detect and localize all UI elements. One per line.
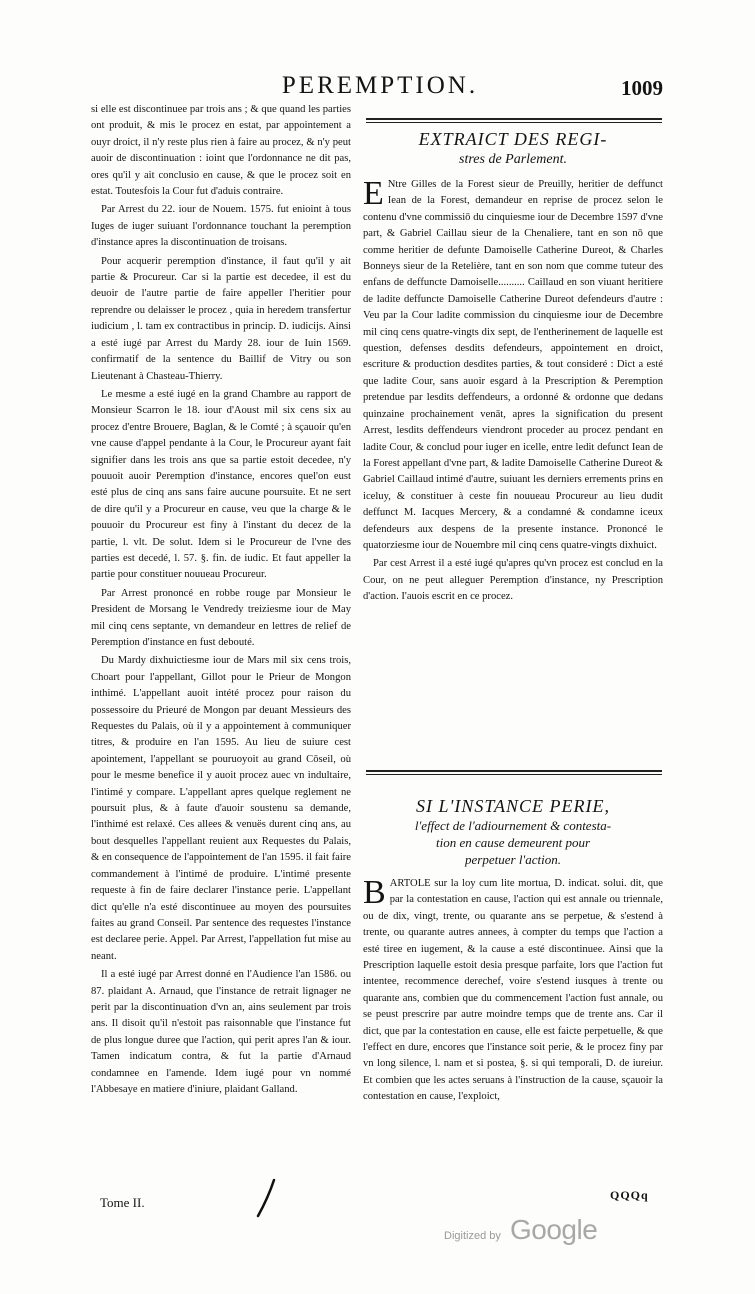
drop-cap: E: [363, 175, 384, 212]
right-column-top: [363, 128, 663, 778]
google-logo: Google: [510, 1214, 598, 1245]
ink-mark: [252, 1178, 282, 1218]
left-paragraph: Pour acquerir peremption d'instance, il faut qu'il y ait partie & Procureur. Car si la partie est decedee, il est du deuoir de l'autre partie de faire appeller l'heritier pour reprendre ou delaisser le procez , quia in heredem transfertur iudicium , l. tam ex contractibus in princip. D. iudicijs. Ainsi a esté iugé par Arrest du Mardy 28. iour de Iuin 1569. confirmatif de la sentence du Baillif de Vitry ou son Lieutenant à Chasteau-Thierry.: [91, 255, 351, 382]
running-header-title: PEREMPTION.: [281, 72, 479, 99]
left-paragraph: Par Arrest du 22. iour de Nouem. 1575. fut enioint à tous Iuges de iuger suiuant l'ordonnance touchant la peremption d'instance apres la discontinuation de troisans.: [91, 204, 351, 249]
left-paragraph: Le mesme a esté iugé en la grand Chambre au rapport de Monsieur Scarron le 18. iour d'Aoust mil six cens six au procez d'entre Brouere, Baglan, & le Comté ; à sçauoir qu'en vne cause d'appel pendante à la Cour, le Procureur ayant fait signifier dans les trois ans que sa partie estoit decedee, n'y pouuoit auoir Peremption d'instance, encores quel'on eust esté plus de cinq ans sans faire aucune poursuite. Et ne sert de dire qu'il y a Procureur en cause, veu que la charge & le pouuoir du Procureur est finy à l'instant du decez de la partie, l. vlt. De solut. Idem si le Procureur de l'vne des parties est decedé, l. 57. §. fin. de iudic. Et faut appeller la partie pour constituer nouueau Procureur.: [91, 388, 351, 581]
heading-line: stres de Parlement.: [459, 152, 567, 167]
heading-line: EXTRAICT DES REGI-: [418, 129, 608, 149]
tome-label: Tome II.: [100, 1195, 145, 1210]
left-paragraph: Du Mardy dixhuictiesme iour de Mars mil six cens trois, Choart pour l'appellant, Gillot pour le Prieur de Mongon inthimé. L'appellant auoit intété procez pour raison du possessoire du Prieuré de Mongon par deuant Messieurs des Requestes du Palais, où il y a appointement à communiquer titres, & produire en l'an 1595. Au lieu de suiure cest apointement, l'appellant se pouruoyoit au grand Cōseil, où pour le mesme benefice il y auoit procez auec vn indultaire, l'intimé y compare. L'appellant apres quelque reglement ne poursuit plus, & à faute d'auoir soustenu sa demande, l'inthimé est relaxé. Ces allees & venuës durent cinq ans, au bout desquelles l'appellant reuient aux Requestes du Palais, & en consequence de l'appointement de l'an 1595. il fait faire commandement à l'intimé de produire. L'intimé presente requeste à fin de faire declarer l'instance perie. L'appellant dict qu'elle n'a esté discontinuee au moyen des poursuites faites au grand Conseil. Par sentence des requestes l'instance est declaree perie. Appel. Par Arrest, l'appellation fut mise au neant.: [91, 655, 351, 962]
left-paragraph: Il a esté iugé par Arrest donné en l'Audience l'an 1586. ou 87. plaidant A. Arnaud, que l'instance de retrait lignager ne perit par la discontinuation d'vn an, ains seulement par trois ans. Il disoit qu'il n'estoit pas raisonnable que l'instance fut de plus longue duree que l'action, qui perit apres l'an & iour. Tamen indicatum contra, & fut la partie d'Arnaud condamnee en l'amende. Idem iugé pour vn nommé l'Abbesaye en matiere d'iniure, plaidant Galland.: [91, 969, 351, 1095]
right-paragraph: [363, 876, 663, 1106]
left-paragraph: si elle est discontinuee par trois ans ; & que quand les parties ont produit, & mis le procez en estat, par appointement a ouyr droict, il n'y reste plus rien à faire au procez, & n'y peut auoir de discontinuation : ioint que l'ordonnance ne dit pas, ores qu'il y ait conclusio en cause, & que le procez soit en estat. Toutesfois la Cour fut d'aduis contraire.: [91, 104, 351, 198]
paragraph-text: Ntre Gilles de la Forest sieur de Preuilly, heritier de deffunct Iean de la Forest, demandeur en reprise de procez selon le contenu d'vne commissiō du cinquiesme iour de Decembre 1597 d'vne part, & Gabriel Caillau sieur de la Chenaliere, tant en son nō que comme heritier de defunte Damoiselle Catherine Dureot, & Charles Bonneys sieur de la Retelière, tant en son nom que comme tuteur des enfans de deffuncte Damoiselle.......... Caillaud en son viuant heritiere de ladite deffuncte Damoiselle Catherine Dureot defendeurs d'autre : Veu par la Cour ladite commission du cinquiesme iour de Decembre mil cinq cens quatre-vingts dix sept, de l'entherinement de laquelle est question, defenses desdits defendeurs, appointement en droict, escriture & production desdites parties, & tout consideré : Dict a esté que ladite Cour, sans auoir esgard à la Prescription & Peremption pretendue par lesdits deffendeurs, a ordonné & ordonne que dedans quinzaine prochainement venāt, apres la signification du present Arrest, lesdits deffendeurs viendront proceder au procez pendant en ladite Cour, & conclud pour iuger en icelle, entre ledit defunct Iean de la Forest appellant d'vne part, & ladite Damoiselle Catherine Dureot & Gabriel Caillaud intimé d'autre, suiuant les derniers errements prins en iceluy, & constituer à ceste fin nouueau Procureur au lieu dudit deffunct M. Iacques Mercery, & a condamné & condamne iceux defendeurs aux despens de la presente instance. Prononcé le quatorziesme iour de Nouembre mil cinq cens quatre-vingts dixhuict.: [363, 179, 663, 551]
right-paragraph: [363, 177, 663, 554]
section-heading-instance-perie: [363, 795, 663, 868]
heading-line: perpetuer l'action.: [465, 852, 561, 867]
signature-mark: QQQq: [610, 1188, 649, 1202]
right-paragraph: Par cest Arrest il a esté iugé qu'apres qu'vn procez est conclud en la Cour, on ne peut alleguer Peremption d'instance, ny Prescription d'action. I'auois escrit en ce procez.: [363, 558, 663, 603]
heading-line: l'effect de l'adiournement & contesta-: [414, 818, 612, 833]
paragraph-text: ARTOLE sur la loy cum lite mortua, D. indicat. solui. dit, que par la contestation en cause, l'action qui est annale ou triennale, ou de dix, vingt, trente, ou quarante ans se perpetue, & s'estend à trente, ou quarante autres annees, à compter du temps que l'action a esté tiree en iugement, & la cause a esté discontinuee. Ainsi que la Prescription laquelle estoit desia presque parfaite, lors que l'action fut intentee, recommence derechef, voire s'estend iusques à trente ou quarante ans, combien que du commencement l'action fust annale, ou se peust prescrire par autre moindre temps que de trente ans. Car il dict, que par la contestation en cause, elle est faicte perpetuelle, & que l'effect en dure, encores que l'instance soit perie, & le procez finy par vn long silence, l. nam et si postea, §. si qui temporali, D. de iureiur. Et combien que les actes seruans à l'instruction de la cause, sçauoir la contestation en cause, l'exploict,: [363, 878, 663, 1103]
heading-line: tion en cause demeurent pour: [435, 835, 591, 850]
section-rule: [366, 770, 662, 775]
drop-cap: B: [363, 874, 386, 911]
heading-line: SI L'INSTANCE PERIE,: [415, 796, 610, 816]
left-paragraph: Par Arrest prononcé en robbe rouge par Monsieur le President de Morsang le Vendredy treiziesme iour de May mil cinq cens septante, vn demandeur en lettres de relief de Peremption d'instance en fust debouté.: [91, 587, 351, 648]
section-rule: [366, 118, 662, 123]
section-heading-registres: [363, 128, 663, 169]
left-column: [91, 102, 351, 1182]
digitized-by-label: Digitized by: [444, 1230, 501, 1242]
page-number: 1009: [621, 76, 663, 100]
right-column-bottom: [363, 795, 663, 1195]
